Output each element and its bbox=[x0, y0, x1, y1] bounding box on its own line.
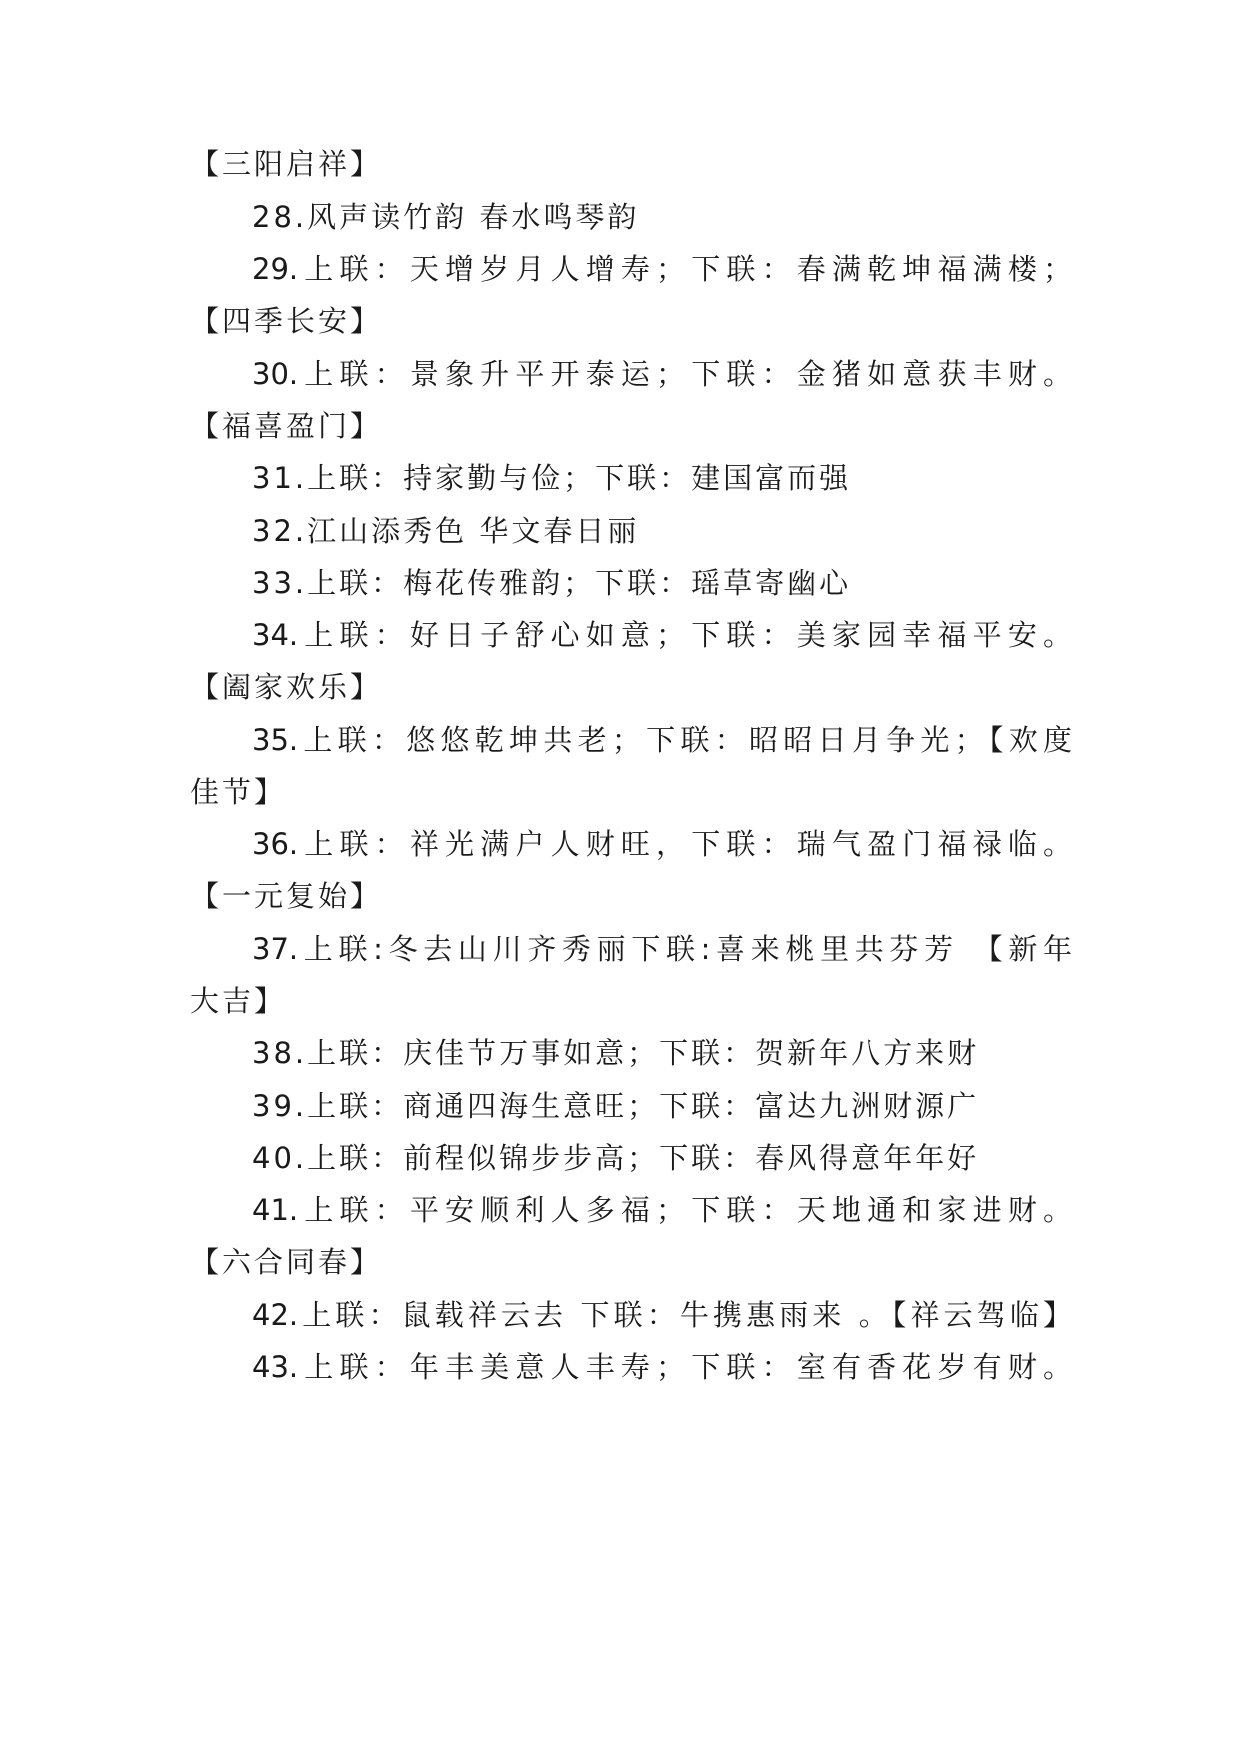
couplet-40: 40.上联：前程似锦步步高；下联：春风得意年年好 bbox=[252, 1141, 980, 1175]
couplet-38: 38.上联：庆佳节万事如意；下联：贺新年八方来财 bbox=[252, 1036, 980, 1070]
section-heading-hejia: 【阖家欢乐】 bbox=[190, 670, 383, 704]
couplet-36: 36.上联：祥光满户人财旺，下联：瑞气盈门福禄临。 bbox=[252, 827, 1072, 861]
couplet-28: 28.风声读竹韵 春水鸣琴韵 bbox=[252, 200, 640, 234]
couplet-35-continuation: 佳节】 bbox=[190, 775, 287, 809]
section-heading-yiyuan: 【一元复始】 bbox=[190, 879, 383, 913]
section-heading-siji: 【四季长安】 bbox=[190, 304, 383, 338]
section-heading-liuhe: 【六合同春】 bbox=[190, 1245, 383, 1279]
couplet-34: 34.上联：好日子舒心如意；下联：美家园幸福平安。 bbox=[252, 618, 1072, 652]
section-heading-fuxi: 【福喜盈门】 bbox=[190, 409, 383, 443]
section-heading-sanyang: 【三阳启祥】 bbox=[190, 147, 383, 181]
couplet-39: 39.上联：商通四海生意旺；下联：富达九洲财源广 bbox=[252, 1089, 980, 1123]
couplet-37: 37.上联:冬去山川齐秀丽下联:喜来桃里共芬芳 【新年 bbox=[252, 932, 1072, 966]
couplet-35: 35.上联：悠悠乾坤共老；下联：昭昭日月争光；【欢度 bbox=[252, 723, 1072, 757]
couplet-43: 43.上联：年丰美意人丰寿；下联：室有香花岁有财。 bbox=[252, 1350, 1072, 1384]
couplet-29: 29.上联：天增岁月人增寿；下联：春满乾坤福满楼； bbox=[252, 252, 1072, 286]
couplet-42: 42.上联：鼠载祥云去 下联：牛携惠雨来 。【祥云驾临】 bbox=[252, 1298, 1072, 1332]
couplet-31: 31.上联：持家勤与俭；下联：建国富而强 bbox=[252, 461, 852, 495]
couplet-41: 41.上联：平安顺利人多福；下联：天地通和家进财。 bbox=[252, 1193, 1072, 1227]
couplet-32: 32.江山添秀色 华文春日丽 bbox=[252, 514, 640, 548]
couplet-33: 33.上联：梅花传雅韵；下联：瑶草寄幽心 bbox=[252, 566, 852, 600]
couplet-30: 30.上联：景象升平开泰运；下联：金猪如意获丰财。 bbox=[252, 357, 1072, 391]
couplet-37-continuation: 大吉】 bbox=[190, 984, 287, 1018]
